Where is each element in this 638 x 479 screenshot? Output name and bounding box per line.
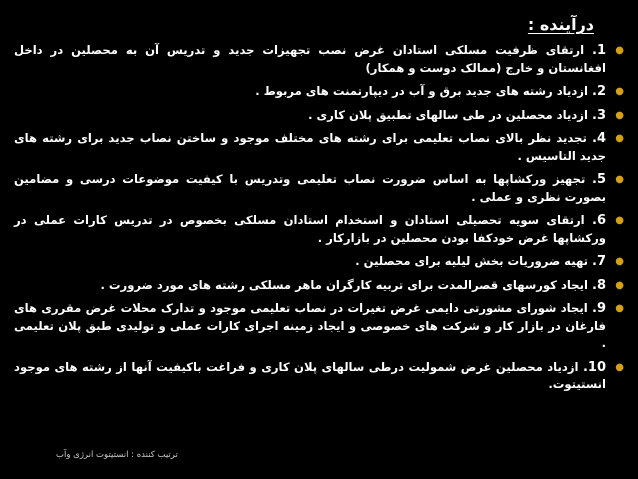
bullet-icon: ● (615, 215, 624, 226)
item-number: 7. (592, 254, 606, 269)
item-number: 2. (592, 84, 606, 99)
item-text: ایجاد شورای مشورتی دایمی غرض تغیرات در نصاب تعلیمی موجود و تدارک محلات غرض مقرری های فارغان در بازار کار و شرکت های خصوصی و ایجاد زمینه اجرای کارات عملی و تولیدی طبق پلان تعلیمی . (14, 301, 606, 350)
bullet-list (14, 42, 624, 394)
item-number: 10. (582, 359, 607, 375)
item-text: ایجاد کورسهای قصرالمدت برای تربیه کارگران ماهر مسلکی رشته های مورد ضرورت . (100, 277, 588, 292)
list-item (14, 42, 624, 77)
bullet-icon: ● (615, 45, 624, 56)
item-text: تجدید نظر بالای نصاب تعلیمی برای رشته های مختلف موجود و ساختن نصاب جدید برای رشته های جدید التاسیس . (14, 131, 606, 163)
item-number: 3. (592, 107, 606, 123)
item-number: 8. (592, 277, 606, 293)
item-text: تجهیز ورکشاپها به اساس ضرورت نصاب تعلیمی وتدریس با کیفیت موضوعات درسی و مضامین بصورت نظری و عملی . (14, 172, 606, 204)
list-item (14, 130, 624, 165)
bullet-icon: ● (615, 279, 624, 291)
item-number: 5. (591, 172, 606, 187)
bullet-icon: ● (615, 256, 624, 267)
bullet-icon: ● (615, 361, 624, 373)
bullet-icon: ● (615, 174, 624, 185)
item-text: تهیه ضروریات بخش لیلیه برای محصلین . (355, 254, 588, 268)
list-item (14, 277, 624, 295)
item-number: 6. (592, 213, 606, 228)
bullet-icon: ● (615, 303, 624, 314)
item-number: 1. (592, 43, 606, 58)
item-text: ارتقای سویه تحصیلی استادان و استخدام استادان مسلکی بخصوص در تدریس کارات عملی در ورکشاپها غرض خودکفا بودن محصلین در بازارکار . (14, 213, 606, 245)
list-item (14, 359, 624, 394)
list-item (14, 83, 624, 101)
list-item (14, 107, 624, 125)
footer-credit: ترتیب کننده : انستیتوت انرژی وآب (56, 450, 178, 460)
list-item (14, 300, 624, 353)
bullet-icon: ● (615, 86, 624, 97)
bullet-icon: ● (615, 133, 624, 144)
item-text: ازدیاد محصلین غرض شمولیت درطی سالهای پلان کاری و فراغت باکیفیت آنها از رشته های موجود انستیتوت. (14, 359, 606, 391)
item-number: 4. (592, 131, 606, 146)
item-text: ازدیاد محصلین در طی سالهای تطبیق پلان کاری . (308, 107, 588, 122)
list-item (14, 253, 624, 271)
list-item (14, 171, 624, 206)
item-text: ارتقای ظرفیت مسلکی استادان غرض نصب تجهیزات جدید و تدریس آن به محصلین در داخل افغانستان و خارج (ممالک دوست و همکار) (14, 43, 606, 75)
bullet-icon: ● (615, 109, 624, 121)
list-item (14, 212, 624, 247)
item-text: ازدیاد رشته های جدید برق و آب در دیپارتمنت های مربوط . (255, 84, 588, 98)
item-number: 9. (591, 301, 606, 316)
slide-title: درآینده : (527, 15, 594, 34)
